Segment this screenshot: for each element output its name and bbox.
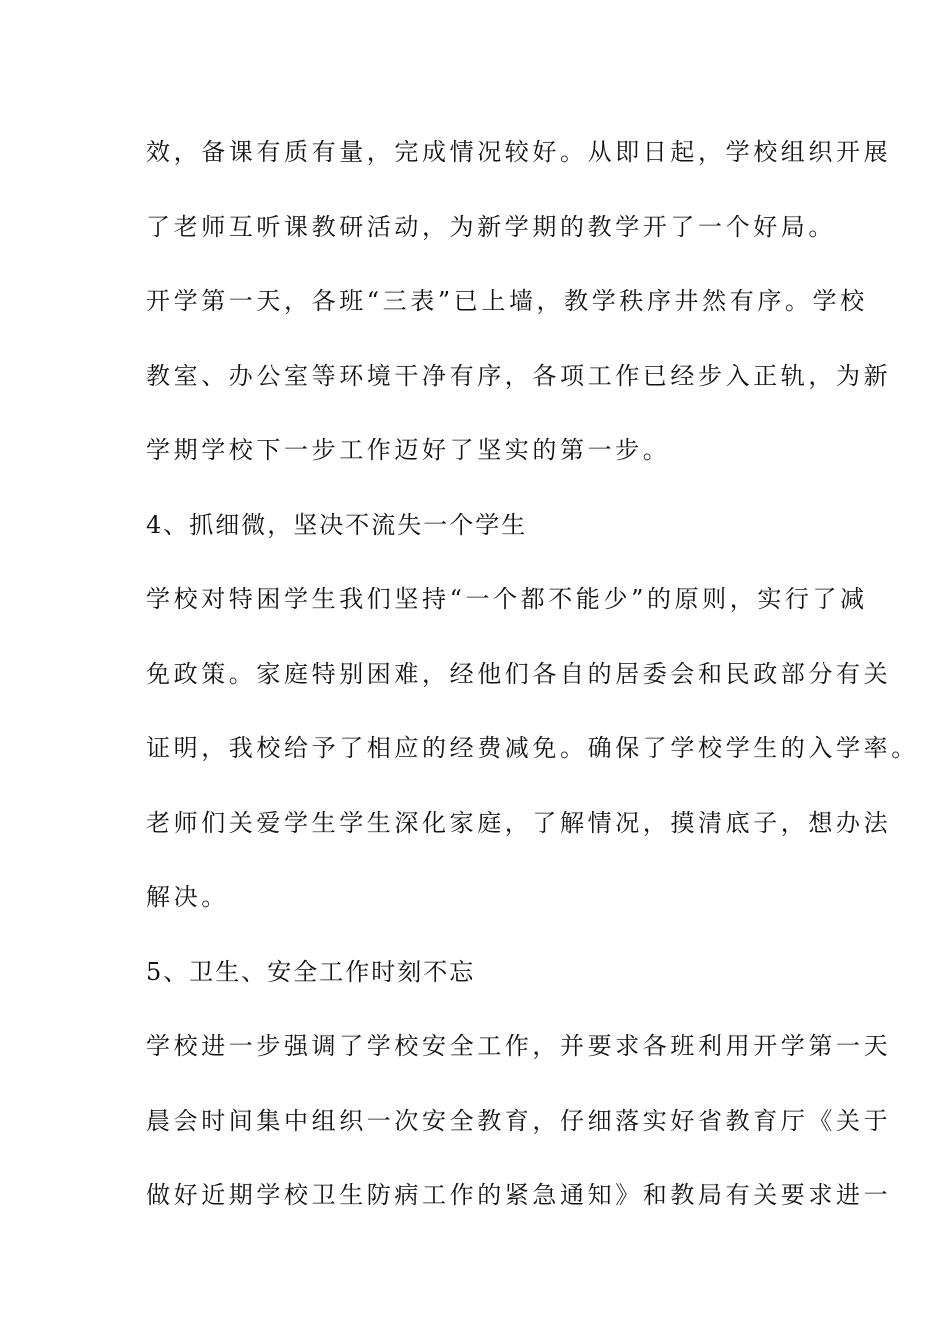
text-line: 学校进一步强调了学校安全工作，并要求各班利用开学第一天 [146, 1032, 892, 1060]
text-line: 老师们关爱学生学生深化家庭，了解情况，摸清底子，想办法 [146, 809, 892, 837]
text-line: 解决。 [146, 883, 229, 911]
text-line: 教室、办公室等环境干净有序，各项工作已经步入正轨，为新 [146, 362, 892, 390]
text-line: 证明，我校给予了相应的经费减免。确保了学校学生的入学率。 [146, 734, 919, 762]
section-heading: 5、卫生、安全工作时刻不忘 [146, 958, 476, 986]
text-line: 开学第一天，各班“三表”已上墙，教学秩序井然有序。学校 [146, 287, 868, 315]
text-line: 免政策。家庭特别困难，经他们各自的居委会和民政部分有关 [146, 660, 892, 688]
section-heading: 4、抓细微，坚决不流失一个学生 [146, 511, 528, 539]
text-line: 了老师互听课教研活动，为新学期的教学开了一个好局。 [146, 213, 836, 241]
text-line: 做好近期学校卫生防病工作的紧急通知》和教局有关要求进一 [146, 1181, 892, 1209]
text-line: 学校对特困学生我们坚持“一个都不能少”的原则，实行了减 [146, 585, 868, 613]
text-line: 效，备课有质有量，完成情况较好。从即日起，学校组织开展 [146, 138, 892, 166]
text-line: 学期学校下一步工作迈好了坚实的第一步。 [146, 436, 671, 464]
text-line: 晨会时间集中组织一次安全教育，仔细落实好省教育厅《关于 [146, 1107, 892, 1135]
